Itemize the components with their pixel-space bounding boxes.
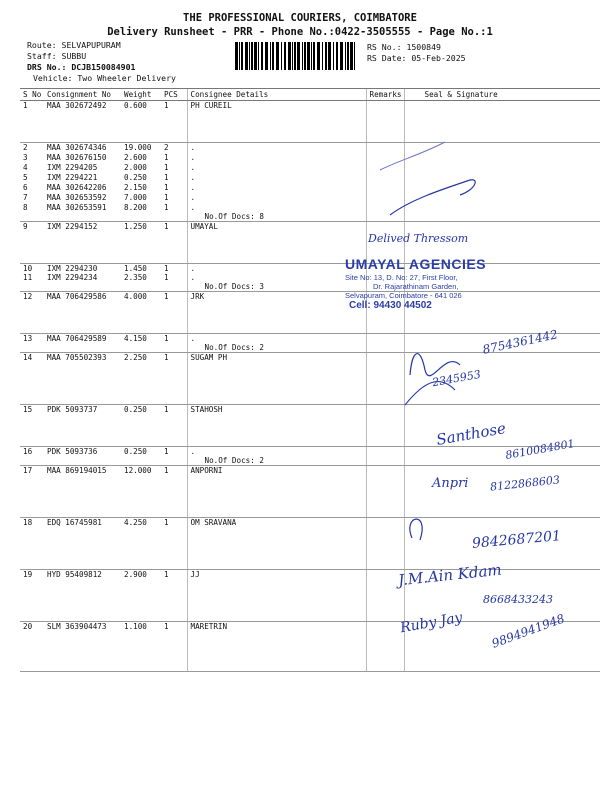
cell-sno-text: 8 xyxy=(23,202,28,212)
cell-consignment xyxy=(44,273,121,292)
barcode-bar xyxy=(281,42,282,70)
stamp-line1: Site No: 13, D. No: 27, First Floor, xyxy=(345,273,458,282)
stamp-name: UMAYAL AGENCIES xyxy=(345,256,487,272)
cell-weight xyxy=(121,466,161,518)
cell-sno xyxy=(20,193,44,203)
cell-pcs xyxy=(161,153,187,163)
cell-consignment-text: MAA 302653592 xyxy=(47,192,107,202)
rs-date-value: 05-Feb-2025 xyxy=(411,53,466,63)
cell-consignment xyxy=(44,334,121,353)
cell-pcs-text: 1 xyxy=(164,334,169,343)
cell-sno-text: 1 xyxy=(23,101,28,110)
handwritten-phone-4: 8122868603 xyxy=(489,473,561,494)
cell-pcs-text: 1 xyxy=(164,172,169,182)
cell-sno-text: 20 xyxy=(23,622,33,631)
cell-consignment xyxy=(44,203,121,222)
cell-weight xyxy=(121,622,161,672)
handwritten-phone-6: 8668433243 xyxy=(483,593,553,606)
cell-weight xyxy=(121,221,161,263)
barcode-bar xyxy=(258,42,259,70)
cell-weight xyxy=(121,518,161,570)
cell-pcs-text: 1 xyxy=(164,263,169,273)
cell-weight-text: 8.200 xyxy=(124,202,147,212)
cell-pcs xyxy=(161,263,187,273)
cell-weight xyxy=(121,143,161,153)
rs-date-line: RS Date: 05-Feb-2025 xyxy=(367,53,466,63)
cell-pcs xyxy=(161,466,187,518)
cell-pcs-text: 1 xyxy=(164,518,169,527)
cell-sno xyxy=(20,292,44,334)
cell-weight-text: 1.250 xyxy=(124,221,147,231)
cell-weight xyxy=(121,334,161,353)
cell-consignment xyxy=(44,263,121,273)
barcode-bar xyxy=(328,42,331,70)
cell-consignment xyxy=(44,292,121,334)
stamp-line4: Cell: 94430 44502 xyxy=(349,300,432,311)
cell-consignment-text: IXM 2294234 xyxy=(47,273,98,282)
barcode-bar xyxy=(235,42,238,70)
barcode-bar xyxy=(333,42,334,70)
cell-consignment-text: PDK 5093736 xyxy=(47,447,98,456)
col-header-signature: Seal & Signature xyxy=(404,89,600,101)
runsheet-subtitle: Delivery Runsheet - PRR - Phone No.:0422-3505555 - Page No.:1 xyxy=(107,26,493,38)
route-value: SELVAPUPURAM xyxy=(61,40,121,50)
docs-count: No.Of Docs: 8 xyxy=(204,211,264,221)
table-header-row xyxy=(20,89,600,101)
cell-weight xyxy=(121,405,161,447)
cell-consignee-text: . xyxy=(190,192,196,202)
cell-consignee xyxy=(187,153,366,163)
barcode-bar xyxy=(288,42,291,70)
cell-weight-text: 2.000 xyxy=(124,162,147,172)
cell-sno xyxy=(20,334,44,353)
cell-consignee-text: . xyxy=(190,182,196,192)
cell-consignment-text: IXM 2294205 xyxy=(47,162,98,172)
cell-consignee xyxy=(187,570,366,622)
barcode xyxy=(235,42,359,70)
handwritten-phone-7: 9894941948 xyxy=(489,611,567,651)
cell-consignment-text: IXM 2294230 xyxy=(47,263,98,273)
cell-consignee-text: . xyxy=(190,202,196,212)
cell-weight-text: 2.900 xyxy=(124,570,147,579)
cell-weight-text: 2.250 xyxy=(124,353,147,362)
cell-consignee xyxy=(187,273,366,292)
cell-weight-text: 4.150 xyxy=(124,334,147,343)
col-header-consignee: Consignee Details xyxy=(187,89,366,101)
cell-consignee-text: MARETRIN xyxy=(190,622,228,631)
cell-pcs-text: 1 xyxy=(164,221,169,231)
cell-weight xyxy=(121,570,161,622)
cell-weight xyxy=(121,163,161,173)
cell-sno-text: 17 xyxy=(23,466,33,475)
cell-consignee xyxy=(187,447,366,466)
cell-consignee xyxy=(187,405,366,447)
cell-sno xyxy=(20,153,44,163)
cell-sno xyxy=(20,405,44,447)
vehicle-value: Two Wheeler Delivery xyxy=(77,73,176,83)
cell-sno-text: 7 xyxy=(23,192,28,202)
cell-pcs xyxy=(161,143,187,153)
cell-pcs xyxy=(161,334,187,353)
barcode-bar xyxy=(292,42,293,70)
cell-sno-text: 4 xyxy=(23,162,28,172)
docs-count: No.Of Docs: 2 xyxy=(204,456,264,465)
barcode-bar xyxy=(311,42,312,70)
handwritten-number-2: 2345953 xyxy=(431,367,482,390)
cell-consignee xyxy=(187,518,366,570)
cell-sno-text: 16 xyxy=(23,447,33,456)
cell-weight xyxy=(121,353,161,405)
cell-consignment xyxy=(44,221,121,263)
cell-consignment xyxy=(44,447,121,466)
cell-weight xyxy=(121,153,161,163)
company-title: THE PROFESSIONAL COURIERS, COIMBATORE xyxy=(183,12,417,24)
cell-sno xyxy=(20,101,44,143)
handwritten-name-anpri: Anpri xyxy=(432,476,469,491)
staff-line: Staff: SUBBU xyxy=(27,51,87,61)
cell-sno-text: 14 xyxy=(23,353,33,362)
cell-pcs-text: 1 xyxy=(164,570,169,579)
cell-consignment xyxy=(44,173,121,183)
cell-consignment-text: MAA 706429589 xyxy=(47,334,107,343)
cell-pcs-text: 1 xyxy=(164,273,169,282)
barcode-bar xyxy=(249,42,250,70)
cell-weight-text: 4.250 xyxy=(124,518,147,527)
cell-pcs-text: 1 xyxy=(164,192,169,202)
barcode-bar xyxy=(294,42,296,70)
cell-consignment xyxy=(44,466,121,518)
barcode-bar xyxy=(345,42,346,70)
docs-count: No.Of Docs: 3 xyxy=(204,282,264,291)
cell-pcs-text: 1 xyxy=(164,622,169,631)
cell-sno xyxy=(20,273,44,292)
cell-pcs-text: 1 xyxy=(164,162,169,172)
cell-consignment-text: EDQ 16745981 xyxy=(47,518,102,527)
cell-pcs-text: 1 xyxy=(164,101,169,110)
barcode-bar xyxy=(322,42,323,70)
cell-weight-text: 0.250 xyxy=(124,172,147,182)
cell-weight-text: 0.250 xyxy=(124,447,147,456)
cell-sno xyxy=(20,183,44,193)
cell-sno xyxy=(20,221,44,263)
staff-value: SUBBU xyxy=(61,51,87,61)
stamp-line3: Selvapuram, Coimbatore - 641 026 xyxy=(345,291,462,300)
cell-sno-text: 19 xyxy=(23,570,33,579)
cell-pcs xyxy=(161,273,187,292)
cell-pcs xyxy=(161,221,187,263)
cell-consignment xyxy=(44,353,121,405)
cell-weight xyxy=(121,263,161,273)
cell-pcs-text: 1 xyxy=(164,182,169,192)
cell-consignee xyxy=(187,143,366,153)
handwritten-name-jmain: J.M.Ain Kdam xyxy=(397,560,503,590)
cell-weight-text: 2.150 xyxy=(124,182,147,192)
cell-consignee xyxy=(187,292,366,334)
barcode-bar xyxy=(254,42,257,70)
cell-consignment xyxy=(44,183,121,193)
cell-weight-text: 0.250 xyxy=(124,405,147,414)
cell-sno xyxy=(20,353,44,405)
cell-consignee xyxy=(187,183,366,193)
cell-pcs xyxy=(161,622,187,672)
handwritten-phone-1: 8754361442 xyxy=(481,327,559,357)
rs-no-line: RS No.: 1500849 xyxy=(367,42,441,52)
cell-consignment-text: IXM 2294152 xyxy=(47,221,98,231)
barcode-bar xyxy=(272,42,274,70)
cell-pcs xyxy=(161,193,187,203)
barcode-bar xyxy=(313,42,315,70)
cell-sno xyxy=(20,173,44,183)
cell-consignee-text: . xyxy=(190,152,196,162)
cell-sno xyxy=(20,143,44,153)
cell-consignment-text: MAA 705502393 xyxy=(47,353,107,362)
handwritten-delivered: Delived Thressom xyxy=(368,232,469,245)
cell-consignment-text: HYD 95409812 xyxy=(47,570,102,579)
signature-scribble-5 xyxy=(410,519,422,540)
cell-weight-text: 19.000 xyxy=(124,143,152,152)
cell-sno-text: 2 xyxy=(23,143,28,152)
barcode-bar xyxy=(284,42,286,70)
cell-sno-text: 10 xyxy=(23,263,33,273)
signature-scribble-3 xyxy=(410,354,460,376)
drs-value: DCJB150084901 xyxy=(71,62,136,72)
cell-pcs xyxy=(161,203,187,222)
cell-consignee-text: PH CUREIL xyxy=(190,101,232,110)
cell-sno-text: 9 xyxy=(23,221,28,231)
cell-consignment-text: MAA 869194015 xyxy=(47,466,107,475)
handwritten-phone-3: 8610084801 xyxy=(504,437,576,462)
cell-weight-text: 2.350 xyxy=(124,273,147,282)
cell-weight xyxy=(121,173,161,183)
barcode-bar xyxy=(245,42,248,70)
cell-pcs xyxy=(161,183,187,193)
cell-consignment xyxy=(44,622,121,672)
barcode-bar xyxy=(336,42,338,70)
barcode-bar xyxy=(265,42,268,70)
cell-pcs xyxy=(161,173,187,183)
handwritten-phone-5: 9842687201 xyxy=(471,528,562,552)
cell-sno xyxy=(20,447,44,466)
cell-sno-text: 3 xyxy=(23,152,28,162)
barcode-bar xyxy=(241,42,243,70)
cell-consignment-text: MAA 706429586 xyxy=(47,292,107,301)
cell-pcs-text: 1 xyxy=(164,202,169,212)
cell-consignee-text: JRK xyxy=(190,292,205,301)
cell-consignee xyxy=(187,193,366,203)
cell-weight xyxy=(121,203,161,222)
cell-pcs xyxy=(161,101,187,143)
barcode-bar xyxy=(261,42,263,70)
barcode-bar xyxy=(239,42,240,70)
cell-consignee xyxy=(187,221,366,263)
handwritten-name-ruby: Ruby Jay xyxy=(399,609,464,637)
cell-pcs xyxy=(161,570,187,622)
barcode-bar xyxy=(317,42,320,70)
cell-weight-text: 7.000 xyxy=(124,192,147,202)
cell-consignee-text: STAHOSH xyxy=(190,405,223,414)
cell-consignment-text: PDK 5093737 xyxy=(47,405,98,414)
cell-consignment-text: IXM 2294221 xyxy=(47,172,98,182)
cell-consignee xyxy=(187,353,366,405)
cell-consignment-text: MAA 302672492 xyxy=(47,101,107,110)
col-header-weight: Weight xyxy=(121,89,161,101)
cell-pcs-text: 2 xyxy=(164,143,169,152)
cell-consignment-text: MAA 302676150 xyxy=(47,152,107,162)
barcode-bar xyxy=(350,42,353,70)
barcode-bar xyxy=(297,42,300,70)
cell-sno-text: 5 xyxy=(23,172,28,182)
cell-consignee-text: . xyxy=(190,162,196,172)
cell-pcs xyxy=(161,353,187,405)
stamp-line2: Dr. Rajarathinam Garden, xyxy=(373,282,459,291)
barcode-bar xyxy=(270,42,271,70)
cell-pcs xyxy=(161,518,187,570)
cell-weight xyxy=(121,183,161,193)
cell-consignee xyxy=(187,203,366,222)
barcode-bar xyxy=(354,42,355,70)
cell-consignee xyxy=(187,622,366,672)
cell-pcs xyxy=(161,405,187,447)
cell-consignment-text: SLM 363904473 xyxy=(47,622,107,631)
barcode-bar xyxy=(302,42,303,70)
cell-sno xyxy=(20,203,44,222)
signature-scribbles xyxy=(350,120,590,680)
barcode-bar xyxy=(276,42,279,70)
cell-pcs xyxy=(161,292,187,334)
cell-consignee-text: SUGAM PH xyxy=(190,353,228,362)
barcode-bar xyxy=(307,42,310,70)
cell-pcs-text: 1 xyxy=(164,292,169,301)
cell-sno xyxy=(20,466,44,518)
cell-sno-text: 12 xyxy=(23,292,33,301)
cell-sno xyxy=(20,622,44,672)
cell-consignee-text: OM SRAVANA xyxy=(190,518,237,527)
signature-scribble-2 xyxy=(390,180,475,215)
cell-consignment-text: MAA 302642206 xyxy=(47,182,107,192)
cell-consignment xyxy=(44,518,121,570)
cell-consignee-text: . xyxy=(190,273,196,282)
barcode-bar xyxy=(304,42,306,70)
cell-consignment xyxy=(44,163,121,173)
cell-pcs-text: 1 xyxy=(164,405,169,414)
cell-consignee-text: . xyxy=(190,143,196,152)
cell-sno-text: 6 xyxy=(23,182,28,192)
cell-consignment xyxy=(44,153,121,163)
cell-weight xyxy=(121,101,161,143)
cell-consignee xyxy=(187,263,366,273)
cell-sno xyxy=(20,518,44,570)
cell-consignment-text: MAA 302674346 xyxy=(47,143,107,152)
cell-consignee xyxy=(187,334,366,353)
cell-consignee-text: JJ xyxy=(190,570,200,579)
cell-sno xyxy=(20,163,44,173)
rs-no-value: 1500849 xyxy=(406,42,441,52)
cell-weight-text: 12.000 xyxy=(124,466,152,475)
col-header-sno: S No xyxy=(20,89,44,101)
cell-consignee-text: . xyxy=(190,334,196,343)
cell-sno xyxy=(20,263,44,273)
cell-consignee-text: UMAYAL xyxy=(190,221,218,231)
route-line: Route: SELVAPUPURAM xyxy=(27,40,121,50)
cell-consignment-text: MAA 302653591 xyxy=(47,202,107,212)
cell-sno-text: 13 xyxy=(23,334,33,343)
drs-line: DRS No.: DCJB150084901 xyxy=(27,62,136,72)
barcode-bar xyxy=(347,42,349,70)
cell-pcs xyxy=(161,163,187,173)
cell-weight xyxy=(121,447,161,466)
signature-scribble-1 xyxy=(380,142,445,170)
docs-count: No.Of Docs: 2 xyxy=(204,343,264,352)
cell-consignment xyxy=(44,570,121,622)
handwritten-name-santhose: Santhose xyxy=(434,419,508,449)
cell-weight xyxy=(121,292,161,334)
barcode-bar xyxy=(340,42,343,70)
barcode-bar xyxy=(325,42,327,70)
col-header-remarks: Remarks xyxy=(366,89,404,101)
cell-consignee-text: . xyxy=(190,172,196,182)
cell-consignee xyxy=(187,101,366,143)
signature-scribble-4 xyxy=(405,382,455,405)
cell-consignment xyxy=(44,101,121,143)
cell-sno-text: 18 xyxy=(23,518,33,527)
cell-weight-text: 4.000 xyxy=(124,292,147,301)
cell-weight-text: 1.450 xyxy=(124,263,147,273)
cell-sno-text: 15 xyxy=(23,405,33,414)
cell-consignment xyxy=(44,143,121,153)
col-header-pcs: PCS xyxy=(161,89,187,101)
cell-sno-text: 11 xyxy=(23,273,33,282)
cell-sno xyxy=(20,570,44,622)
cell-pcs-text: 1 xyxy=(164,447,169,456)
cell-consignee xyxy=(187,173,366,183)
cell-weight xyxy=(121,273,161,292)
col-header-consignment: Consignment No xyxy=(44,89,121,101)
cell-consignment xyxy=(44,193,121,203)
cell-consignee-text: . xyxy=(190,447,196,456)
cell-consignee-text: . xyxy=(190,263,196,273)
cell-pcs xyxy=(161,447,187,466)
cell-weight-text: 0.600 xyxy=(124,101,147,110)
vehicle-line: Vehicle: Two Wheeler Delivery xyxy=(33,73,176,83)
cell-consignee xyxy=(187,163,366,173)
cell-pcs-text: 1 xyxy=(164,353,169,362)
cell-weight xyxy=(121,193,161,203)
cell-consignee xyxy=(187,466,366,518)
cell-weight-text: 1.100 xyxy=(124,622,147,631)
cell-consignment xyxy=(44,405,121,447)
cell-consignee-text: ANPORNI xyxy=(190,466,223,475)
barcode-bar xyxy=(251,42,253,70)
cell-pcs-text: 1 xyxy=(164,466,169,475)
cell-pcs-text: 1 xyxy=(164,152,169,162)
cell-weight-text: 2.600 xyxy=(124,152,147,162)
